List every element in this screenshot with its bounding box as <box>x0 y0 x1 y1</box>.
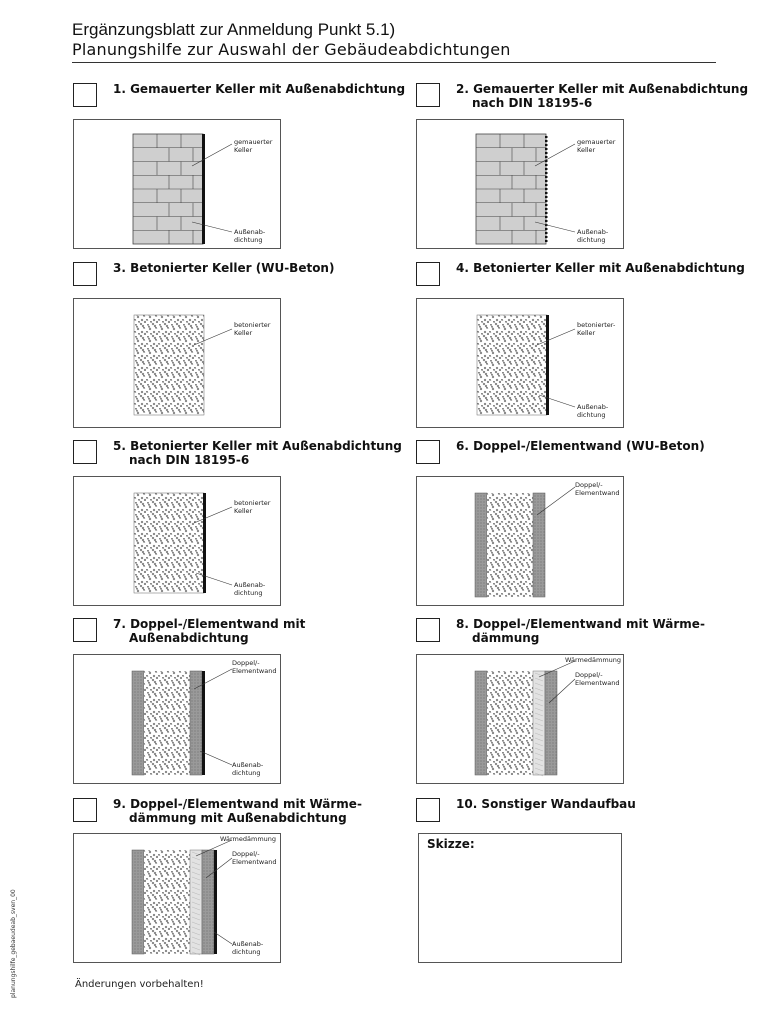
label-elementwand: Doppel/- Elementwand <box>232 659 277 675</box>
wall-diagram-6 <box>416 476 624 606</box>
option-heading-9 <box>113 797 362 825</box>
wall-diagram-3 <box>73 298 281 428</box>
label-betonierter-keller: betonierter- Keller <box>577 321 616 337</box>
label-betonierter-keller: betonierter Keller <box>234 321 271 337</box>
label-aussenabdichtung: Außenab- dichtung <box>234 581 266 597</box>
heading-line-1: 7. Doppel-/Elementwand mit <box>113 617 306 631</box>
label-betonierter-keller: betonierter Keller <box>234 499 271 515</box>
heading-line-1: 6. Doppel-/Elementwand (WU-Beton) <box>456 439 705 453</box>
wall-diagram-7 <box>73 654 281 784</box>
option-checkbox-10[interactable] <box>416 798 440 822</box>
option-checkbox-6[interactable] <box>416 440 440 464</box>
wall-diagram-4 <box>416 298 624 428</box>
heading-line-1: 3. Betonierter Keller (WU-Beton) <box>113 261 335 275</box>
wall-section-drawing <box>74 299 280 427</box>
heading-line-1: 2. Gemauerter Keller mit Außenabdichtung <box>456 82 749 96</box>
heading-line-2: nach DIN 18195-6 <box>129 453 250 467</box>
option-checkbox-2[interactable] <box>416 83 440 107</box>
heading-line-2: Außenabdichtung <box>129 631 249 645</box>
label-elementwand: Doppel/- Elementwand <box>232 850 277 866</box>
option-heading-10 <box>456 797 636 811</box>
heading-line-1: 8. Doppel-/Elementwand mit Wärme- <box>456 617 705 631</box>
heading-line-1: 9. Doppel-/Elementwand mit Wärme- <box>113 797 362 811</box>
label-waermedaemmung: Wärmedämmung <box>565 656 622 664</box>
heading-line-1: 5. Betonierter Keller mit Außenabdichtung <box>113 439 402 453</box>
heading-line-1: 10. Sonstiger Wandaufbau <box>456 797 636 811</box>
label-waermedaemmung: Wärmedämmung <box>220 835 277 843</box>
sketch-area[interactable] <box>418 833 622 963</box>
wall-diagram-9 <box>73 833 281 963</box>
option-heading-6 <box>456 439 705 453</box>
heading-line-1: 1. Gemauerter Keller mit Außenabdichtung <box>113 82 406 96</box>
option-checkbox-4[interactable] <box>416 262 440 286</box>
label-aussenabdichtung: Außenab- dichtung <box>232 940 264 956</box>
label-gemauerter-keller: gemauerter Keller <box>234 138 273 154</box>
label-aussenabdichtung: Außenab- dichtung <box>232 761 264 777</box>
label-aussenabdichtung: Außenab- dichtung <box>577 403 609 419</box>
heading-line-2: dämmung mit Außenabdichtung <box>129 811 347 825</box>
option-checkbox-3[interactable] <box>73 262 97 286</box>
heading-line-2: dämmung <box>472 631 540 645</box>
option-heading-5 <box>113 439 402 467</box>
label-aussenabdichtung: Außenab- dichtung <box>234 228 266 244</box>
page-subtitle: Planungshilfe zur Auswahl der Gebäudeabdichtungen <box>72 40 511 59</box>
option-heading-8 <box>456 617 705 645</box>
wall-diagram-5 <box>73 476 281 606</box>
title-rule <box>72 62 716 63</box>
option-checkbox-9[interactable] <box>73 798 97 822</box>
option-checkbox-8[interactable] <box>416 618 440 642</box>
label-elementwand: Doppel/- Elementwand <box>575 481 620 497</box>
heading-line-2: nach DIN 18195-6 <box>472 96 593 110</box>
option-heading-2 <box>456 82 748 110</box>
wall-diagram-8 <box>416 654 624 784</box>
label-gemauerter-keller: gemauerter Keller <box>577 138 616 154</box>
footer-note: Änderungen vorbehalten! <box>75 979 204 990</box>
option-checkbox-5[interactable] <box>73 440 97 464</box>
label-elementwand: Doppel/- Elementwand <box>575 671 620 687</box>
option-checkbox-7[interactable] <box>73 618 97 642</box>
sketch-label: Skizze: <box>427 837 475 851</box>
option-heading-4 <box>456 261 745 275</box>
wall-diagram-1 <box>73 119 281 249</box>
option-heading-7 <box>113 617 305 645</box>
label-aussenabdichtung: Außenab- dichtung <box>577 228 609 244</box>
option-heading-1 <box>113 82 405 96</box>
option-checkbox-1[interactable] <box>73 83 97 107</box>
page-title: Ergänzungsblatt zur Anmeldung Punkt 5.1) <box>72 20 396 39</box>
option-heading-3 <box>113 261 334 275</box>
wall-diagram-2 <box>416 119 624 249</box>
heading-line-1: 4. Betonierter Keller mit Außenabdichtung <box>456 261 745 275</box>
side-code: planungshilfe_gebaeudeab_sven_00 <box>10 889 17 998</box>
